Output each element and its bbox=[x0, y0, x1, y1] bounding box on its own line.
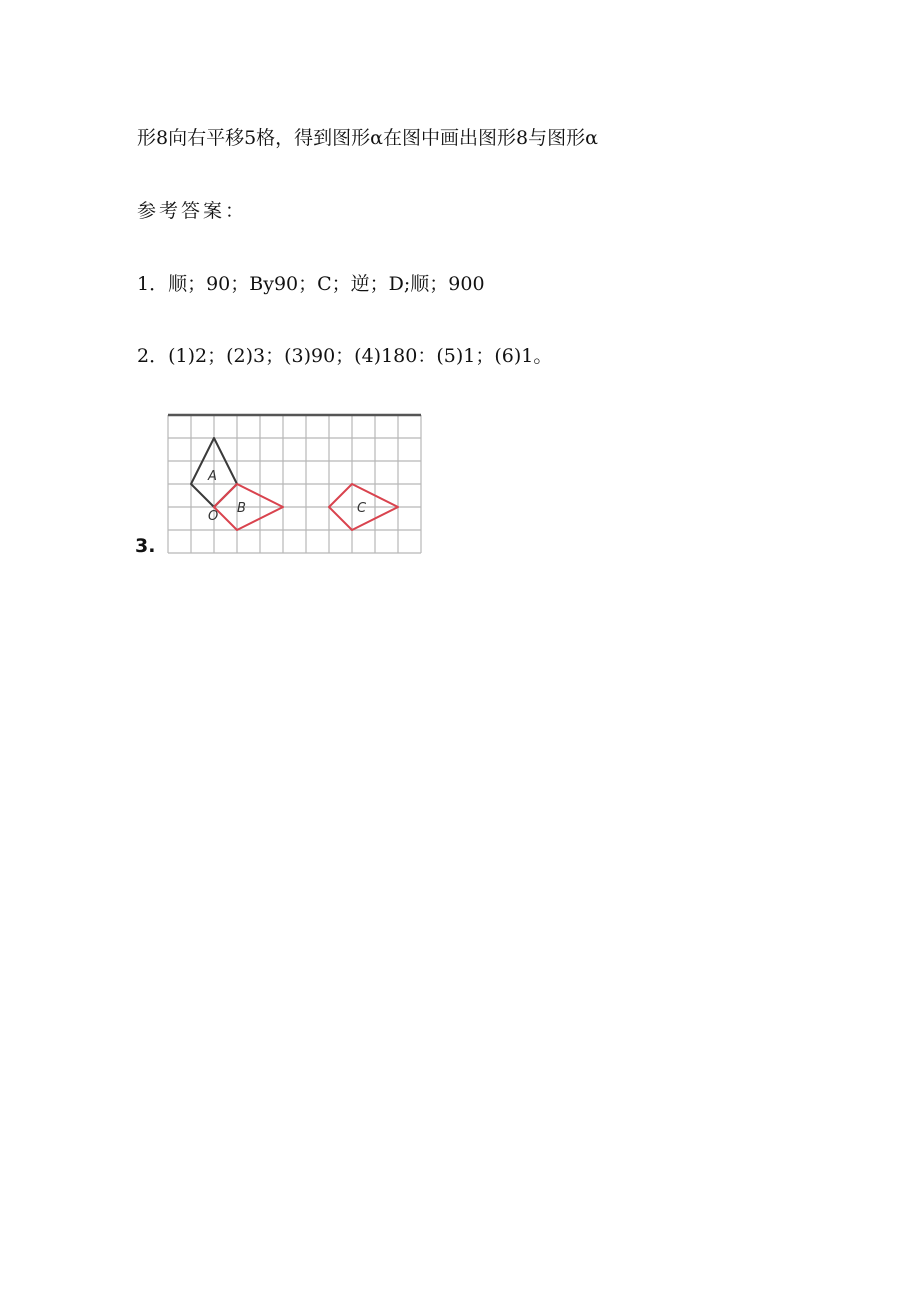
answer-2: 2．(1)2；(2)3；(3)90；(4)180：(5)1；(6)1。 bbox=[137, 345, 553, 367]
grid-lines bbox=[168, 415, 421, 553]
answer-3-grid-figure bbox=[166, 410, 424, 556]
label-a: A bbox=[208, 469, 217, 484]
label-o: O bbox=[208, 509, 219, 524]
label-c: C bbox=[357, 501, 367, 516]
label-b: B bbox=[237, 501, 246, 516]
answer-1: 1．顺；90；By90；C；逆；D;顺；900 bbox=[137, 273, 485, 295]
answer-3-number: 3. bbox=[135, 535, 156, 557]
question-text-line: 形8向右平移5格，得到图形α在图中画出图形8与图形α bbox=[137, 127, 598, 149]
grid-diagram bbox=[166, 410, 424, 556]
answers-heading: 参考答案： bbox=[137, 200, 248, 222]
